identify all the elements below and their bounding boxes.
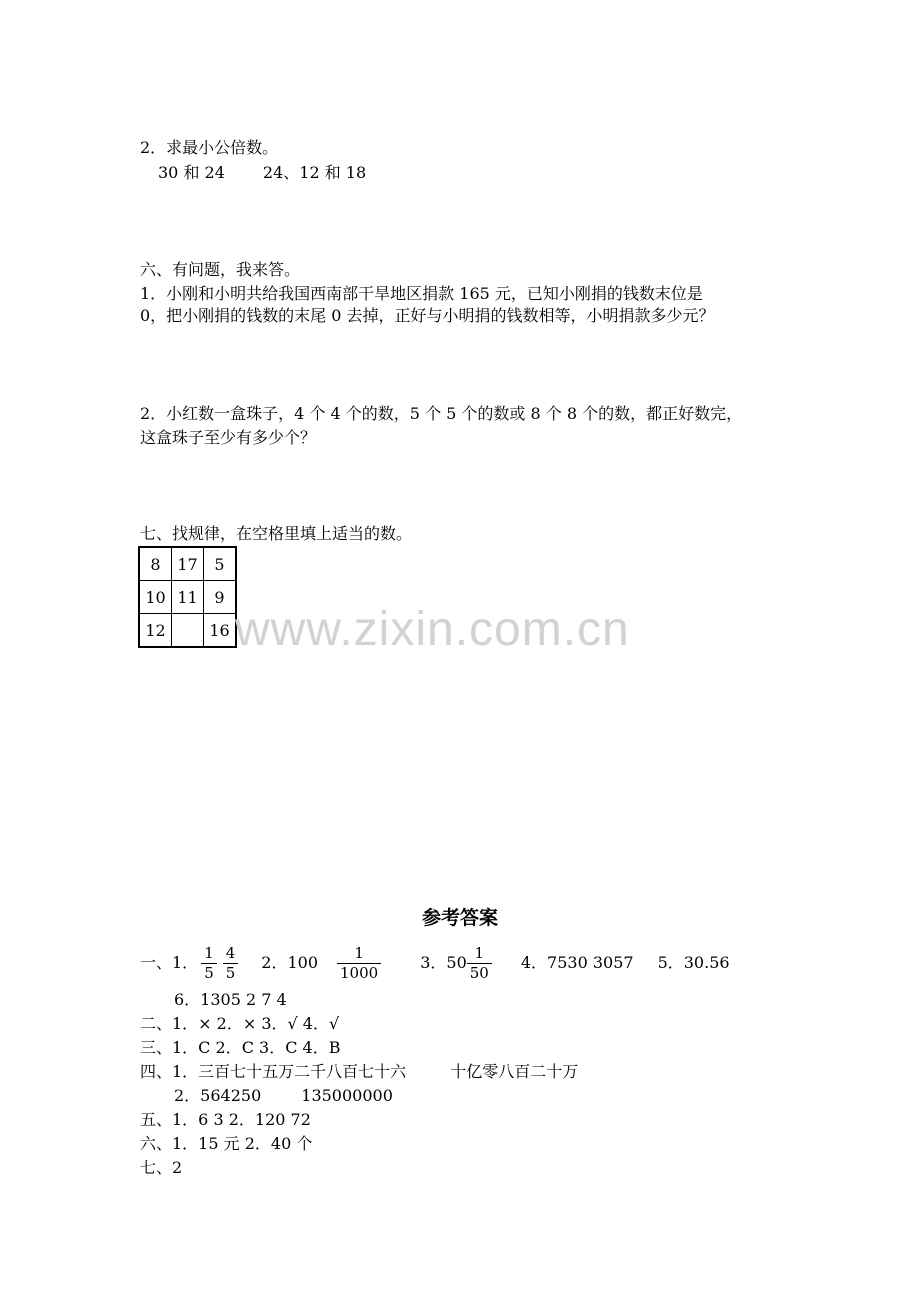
answer-5: 五、1．6 3 2．120 72 [140,1110,311,1129]
grid-cell: 9 [204,581,237,614]
answer-4-line2: 2．564250 135000000 [174,1086,393,1105]
answer-7: 七、2 [140,1158,183,1177]
section5-q2-numbers [158,162,366,184]
lcm-pair-2: 24、12 和 18 [262,163,367,182]
section5-q2-title: 2．求最小公倍数。 [140,138,279,157]
grid-cell: 8 [139,547,172,581]
answers-title: 参考答案 [421,907,498,929]
grid-cell: 12 [139,614,172,648]
grid-cell: 11 [172,581,204,614]
grid-row [139,581,236,614]
grid-cell-blank [172,614,204,648]
fraction: $\frac{1}{5}$ [201,944,217,983]
grid-cell: 17 [172,547,204,581]
answer-1-line1: 一、1． $\frac{1}{5}$ $\frac{4}{5}$ 2．100 $\frac{1}{1000}$ 3．50 $\frac{1}{50}$ 4．7530 3057 5．30.56 [140,944,730,982]
section6-heading: 六、有问题，我来答。 [140,260,301,279]
grid-row [139,614,236,648]
section6-q1-line2: 0，把小刚捐的钱数的末尾 0 去掉，正好与小明捐的钱数相等，小明捐款多少元？ [140,306,715,325]
lcm-pair-1: 30 和 24 [158,163,225,182]
fraction: $\frac{1}{50}$ [467,944,492,983]
fraction: $\frac{4}{5}$ [223,944,239,983]
fraction: $\frac{1}{1000}$ [337,944,381,983]
answer-2: 二、1．× 2．× 3．√ 4．√ [140,1014,340,1033]
section6-q1-line1: 1．小刚和小明共给我国西南部干旱地区捐款 165 元，已知小刚捐的钱数末位是 [140,284,703,303]
answer-3: 三、1．C 2．C 3．C 4．B [140,1038,341,1057]
grid-cell: 16 [204,614,237,648]
section6-q2-line2: 这盒珠子至少有多少个？ [140,428,317,447]
section7-heading: 七、找规律，在空格里填上适当的数。 [140,524,413,543]
answer-6: 六、1．15 元 2．40 个 [140,1134,313,1153]
pattern-grid [138,546,237,648]
grid-row [139,547,236,581]
section6-q2-line1: 2．小红数一盒珠子，4 个 4 个的数，5 个 5 个的数或 8 个 8 个的数，都正好数完， [140,404,743,423]
grid-cell: 10 [139,581,172,614]
watermark: www.zixin.com.cn [235,603,630,656]
answer-1-line2: 6．1305 2 7 4 [174,990,287,1009]
answer-4-line1: 四、1．三百七十五万二千八百七十六 十亿零八百二十万 [140,1062,579,1081]
grid-cell: 5 [204,547,237,581]
